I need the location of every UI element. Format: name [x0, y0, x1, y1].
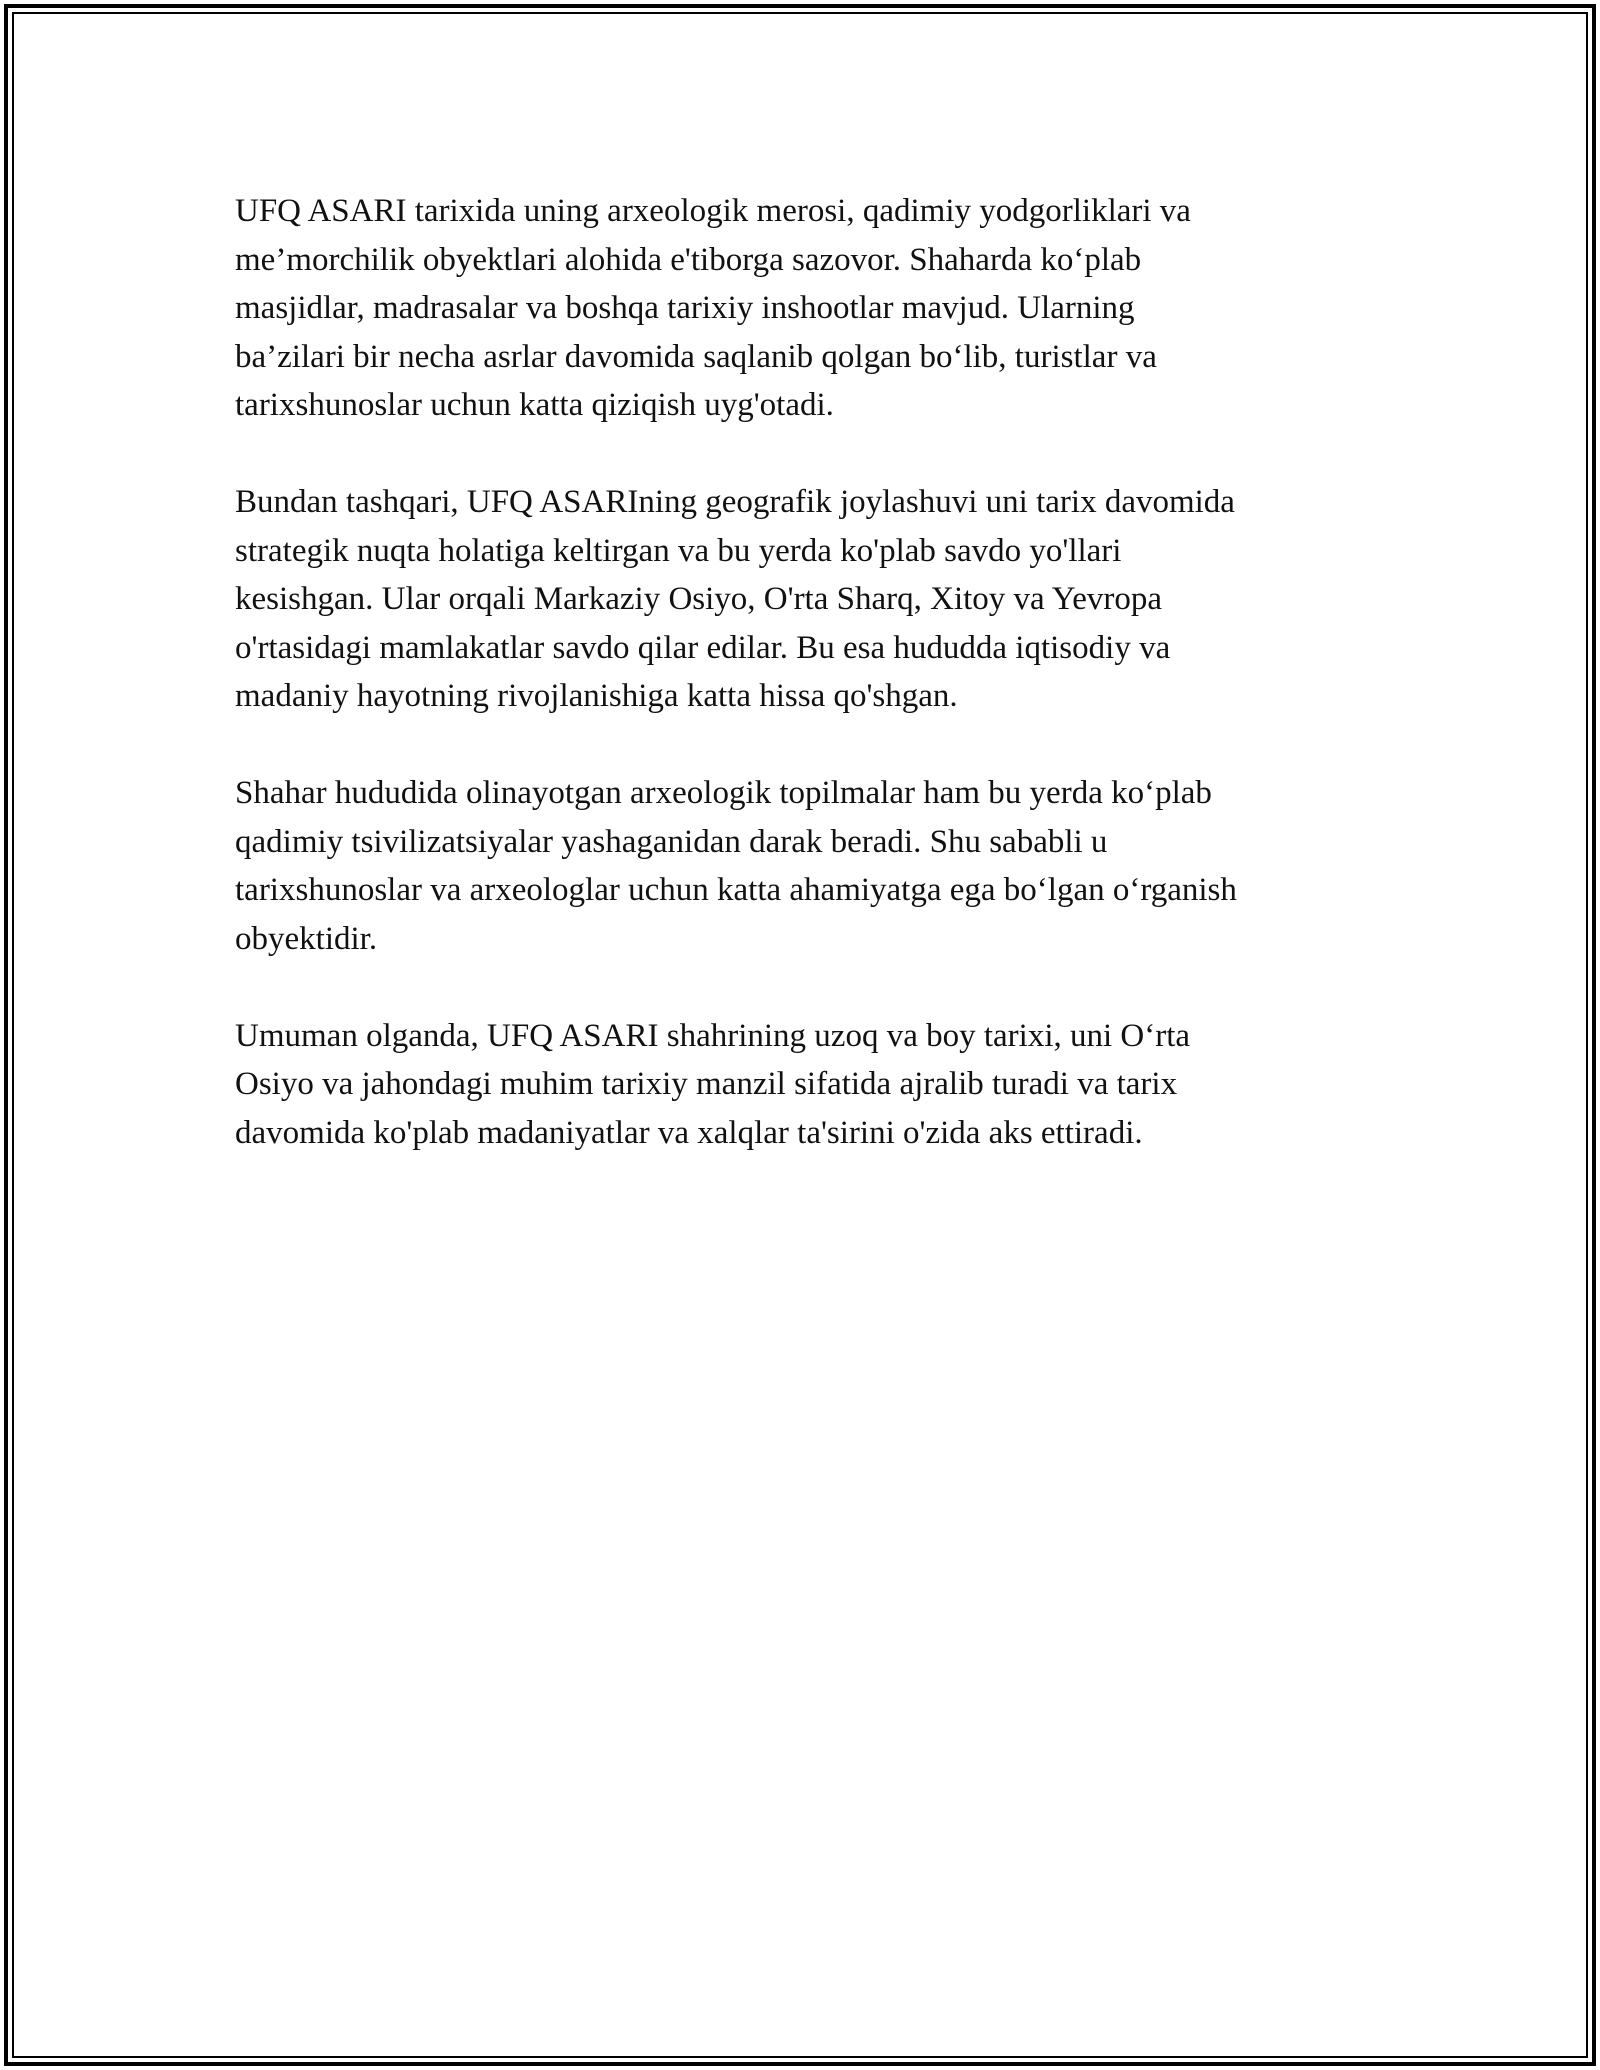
text-line: Umuman olganda, UFQ ASARI shahrining uzoq va boy tarixi, uni O‘rta [235, 1017, 1191, 1054]
paragraph-3 [235, 769, 1365, 963]
text-line: strategik nuqta holatiga keltirgan va bu yerda ko'plab savdo yo'llari [235, 532, 1122, 569]
text-line: UFQ ASARI tarixida uning arxeologik merosi, qadimiy yodgorliklari va [235, 193, 1191, 229]
text-line: davomida ko'plab madaniyatlar va xalqlar ta'sirini o'zida aks ettiradi. [235, 1114, 1143, 1151]
text-line: me’morchilik obyektlari alohida e'tiborga sazovor. Shaharda ko‘plab [235, 241, 1142, 278]
document-body [235, 187, 1365, 1206]
paragraph-4 [235, 1012, 1365, 1158]
text-line: tarixshunoslar va arxeologlar uchun katta ahamiyatga ega bo‘lgan o‘rganish [235, 872, 1237, 908]
text-line: qadimiy tsivilizatsiyalar yashaganidan darak beradi. Shu sababli u [235, 823, 1108, 860]
text-line: madaniy hayotning rivojlanishiga katta hissa qo'shgan. [235, 678, 958, 714]
text-line: masjidlar, madrasalar va boshqa tarixiy inshootlar mavjud. Ularning [235, 290, 1135, 326]
text-line: ba’zilari bir necha asrlar davomida saqlanib qolgan bo‘lib, turistlar va [235, 338, 1157, 375]
text-line: obyektidir. [235, 920, 378, 957]
text-line: Shahar hududida olinayotgan arxeologik topilmalar ham bu yerda ko‘plab [235, 775, 1212, 811]
text-line: tarixshunoslar uchun katta qiziqish uyg'otadi. [235, 387, 834, 423]
text-line: kesishgan. Ular orqali Markaziy Osiyo, O'rta Sharq, Xitoy va Yevropa [235, 581, 1163, 617]
paragraph-2 [235, 478, 1365, 721]
text-line: Osiyo va jahondagi muhim tarixiy manzil sifatida ajralib turadi va tarix [235, 1066, 1178, 1102]
text-line: Bundan tashqari, UFQ ASARIning geografik joylashuvi uni tarix davomida [235, 484, 1235, 520]
text-line: o'rtasidagi mamlakatlar savdo qilar edilar. Bu esa hududda iqtisodiy va [235, 629, 1171, 666]
paragraph-1 [235, 187, 1365, 430]
